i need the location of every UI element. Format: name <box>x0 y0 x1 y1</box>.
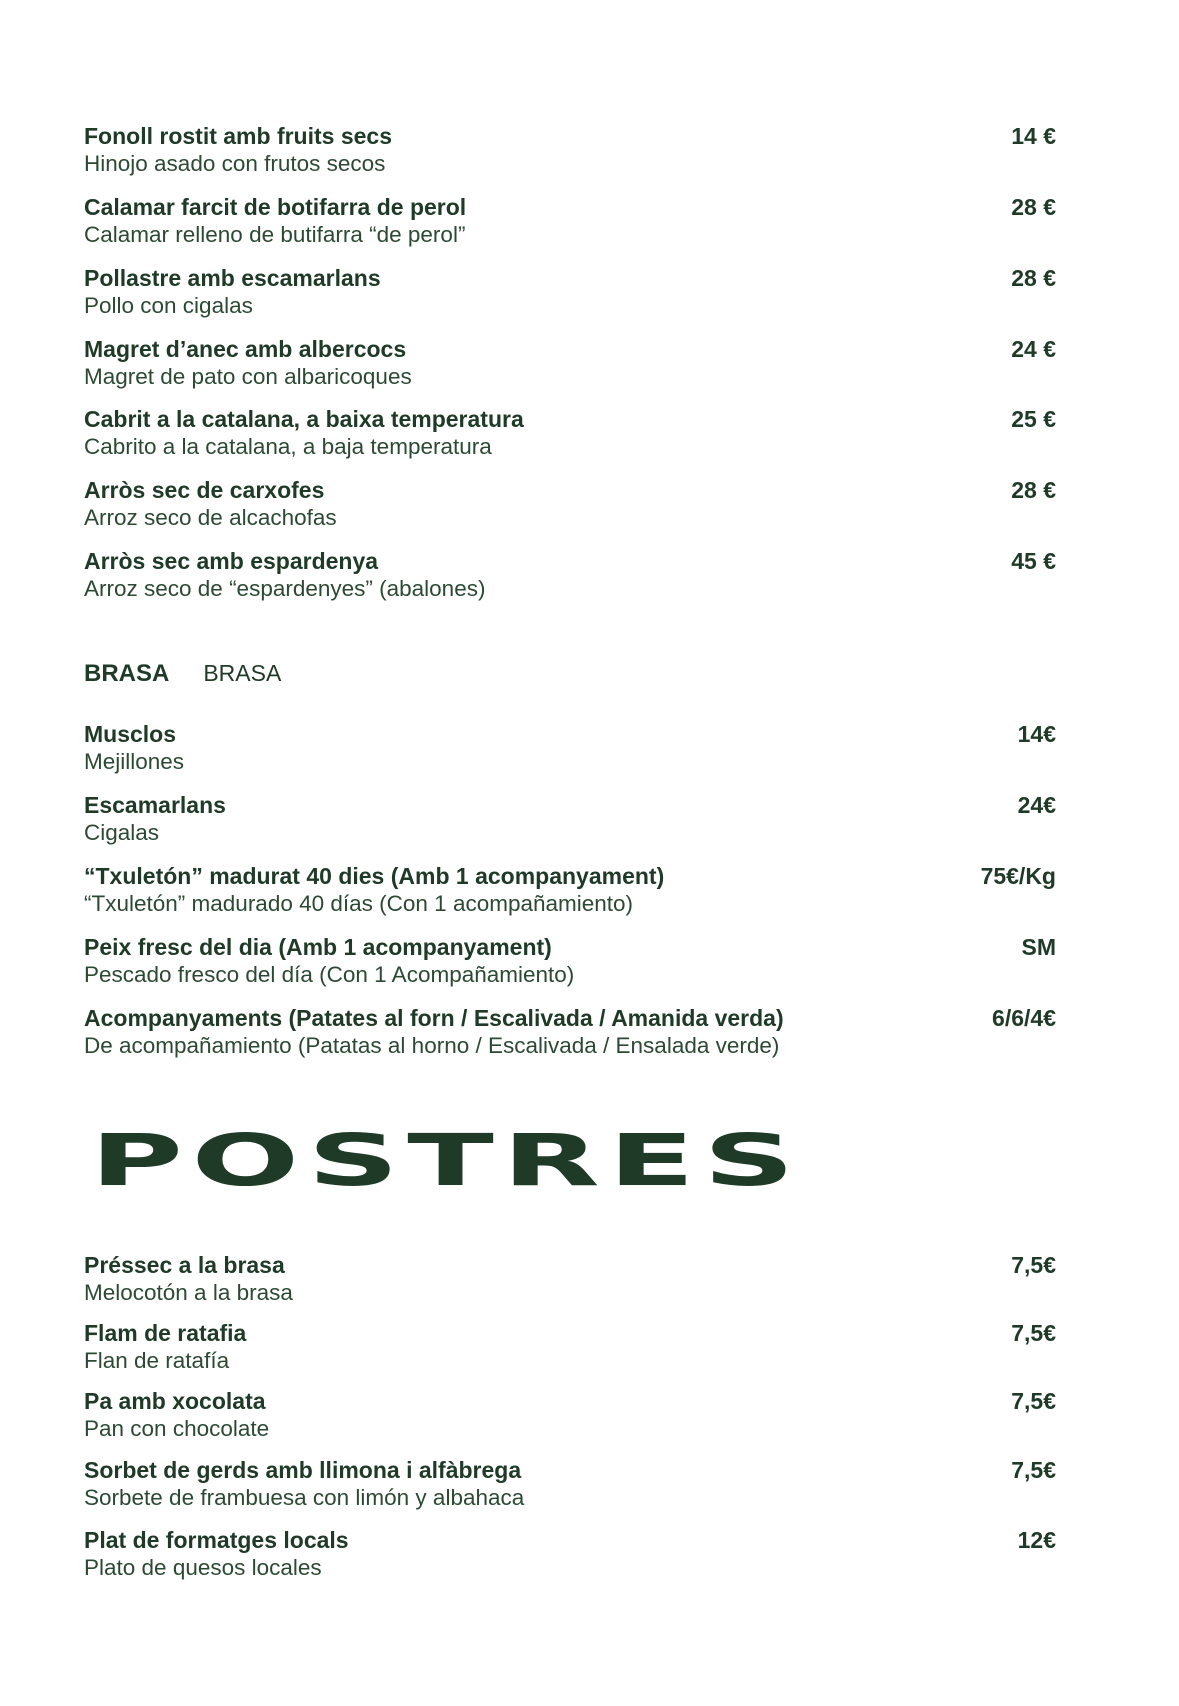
menu-item <box>84 476 1056 532</box>
dessert-description: Sorbete de frambuesa con limón y albahaca <box>84 1485 525 1510</box>
dish-name: Musclos <box>84 721 177 747</box>
dessert-description: Melocotón a la brasa <box>84 1280 293 1305</box>
section-title: BRASA <box>84 660 170 687</box>
dish-description: Calamar relleno de butifarra “de perol” <box>84 222 466 247</box>
dish-name: Calamar farcit de botifarra de perol <box>84 194 467 220</box>
dish-description: De acompañamiento (Patatas al horno / Escalivada / Ensalada verde) <box>84 1033 780 1058</box>
menu-item <box>84 264 1056 320</box>
dish-name: “Txuletón” madurat 40 dies (Amb 1 acompanyament) <box>84 863 665 889</box>
dish-name: Fonoll rostit amb fruits secs <box>84 123 392 149</box>
dessert-name: Sorbet de gerds amb llimona i alfàbrega <box>84 1457 522 1483</box>
menu-item <box>84 1251 1056 1307</box>
dish-description: “Txuletón” madurado 40 días (Con 1 acompañamiento) <box>84 891 634 916</box>
dessert-price: 7,5€ <box>1011 1388 1056 1414</box>
dish-name: Arròs sec de carxofes <box>84 477 325 503</box>
dish-price: 28 € <box>1011 477 1056 503</box>
dish-price: 24€ <box>1017 792 1056 818</box>
dish-name: Pollastre amb escamarlans <box>84 265 381 291</box>
dish-price: 14€ <box>1017 721 1056 747</box>
dessert-description: Plato de quesos locales <box>84 1555 322 1580</box>
dish-name: Arròs sec amb espardenya <box>84 548 379 574</box>
dish-description: Cigalas <box>84 820 160 845</box>
dessert-price: 7,5€ <box>1011 1252 1056 1278</box>
dish-name: Escamarlans <box>84 792 226 818</box>
dish-name: Acompanyaments (Patates al forn / Escalivada / Amanida verda) <box>84 1005 784 1031</box>
dish-name: Cabrit a la catalana, a baixa temperatura <box>84 406 524 432</box>
dessert-name: Plat de formatges locals <box>84 1527 349 1553</box>
dish-description: Pescado fresco del día (Con 1 Acompañamiento) <box>84 962 575 987</box>
dish-description: Arroz seco de “espardenyes” (abalones) <box>84 576 486 601</box>
dish-description: Hinojo asado con frutos secos <box>84 151 386 176</box>
menu-item <box>84 862 1056 918</box>
dish-price: 25 € <box>1011 406 1056 432</box>
dessert-name: Pa amb xocolata <box>84 1388 266 1414</box>
dish-description: Pollo con cigalas <box>84 293 253 318</box>
dish-price: 28 € <box>1011 194 1056 220</box>
dish-price: 45 € <box>1011 548 1056 574</box>
menu-item <box>84 933 1056 989</box>
menu-item <box>84 1387 1056 1443</box>
postres-title: POSTRES <box>90 1118 803 1203</box>
menu-item <box>84 193 1056 249</box>
dish-description: Arroz seco de alcachofas <box>84 505 337 530</box>
menu-item <box>84 405 1056 461</box>
menu-item <box>84 547 1056 603</box>
dish-description: Cabrito a la catalana, a baja temperatura <box>84 434 492 459</box>
menu-item <box>84 122 1056 178</box>
dessert-name: Préssec a la brasa <box>84 1252 285 1278</box>
menu-item <box>84 335 1056 391</box>
dessert-description: Pan con chocolate <box>84 1416 270 1441</box>
menu-item <box>84 720 1056 776</box>
dish-price: SM <box>1021 934 1056 960</box>
dish-price: 6/6/4€ <box>992 1005 1056 1031</box>
dessert-price: 12€ <box>1017 1527 1056 1553</box>
dessert-description: Flan de ratafía <box>84 1348 230 1373</box>
menu-item <box>84 1456 1056 1512</box>
dish-price: 28 € <box>1011 265 1056 291</box>
dish-description: Magret de pato con albaricoques <box>84 364 412 389</box>
dish-price: 75€/Kg <box>980 863 1056 889</box>
menu-item <box>84 1319 1056 1375</box>
dish-price: 24 € <box>1011 336 1056 362</box>
dish-description: Mejillones <box>84 749 185 774</box>
dish-name: Magret d’anec amb albercocs <box>84 336 407 362</box>
brasa-section-heading <box>84 660 281 688</box>
menu-item <box>84 1004 1056 1060</box>
dish-price: 14 € <box>1011 123 1056 149</box>
menu-item <box>84 791 1056 847</box>
dessert-name: Flam de ratafia <box>84 1320 247 1346</box>
dessert-price: 7,5€ <box>1011 1457 1056 1483</box>
dish-name: Peix fresc del dia (Amb 1 acompanyament) <box>84 934 552 960</box>
menu-item <box>84 1526 1056 1582</box>
section-title-es: BRASA <box>203 660 282 686</box>
dessert-price: 7,5€ <box>1011 1320 1056 1346</box>
